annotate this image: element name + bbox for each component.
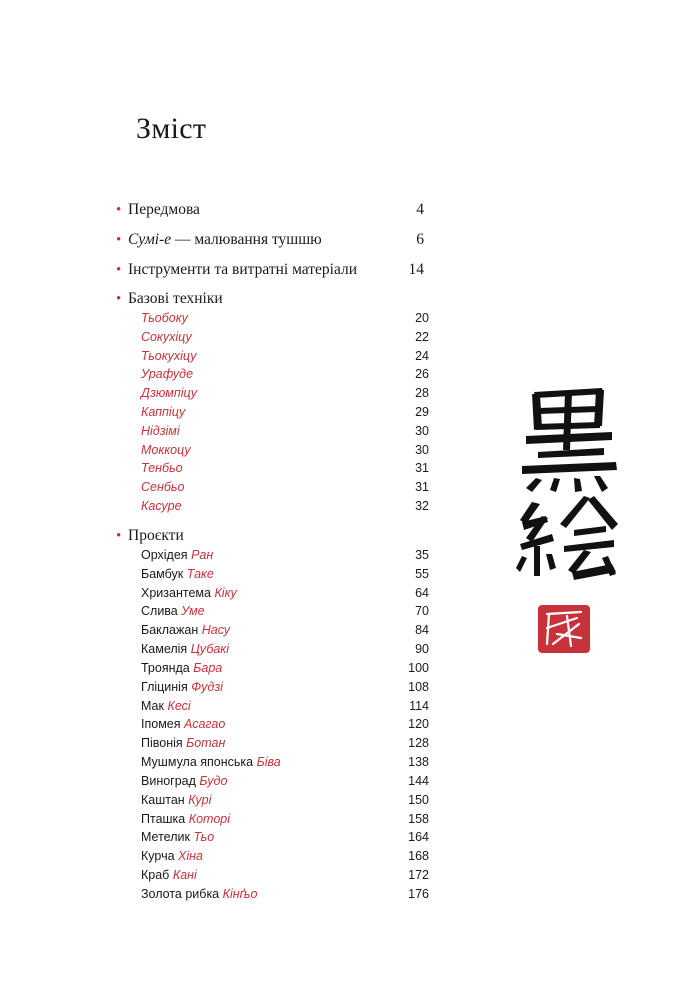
project-name-ukrainian: Золота рибка xyxy=(141,886,220,901)
toc-technique-item[interactable] xyxy=(141,366,429,382)
project-name-japanese: Которі xyxy=(188,811,231,826)
project-name-ukrainian: Каштан xyxy=(141,792,185,807)
toc-project-item[interactable] xyxy=(141,773,429,789)
toc-technique-item[interactable] xyxy=(141,442,429,458)
toc-entry-page: 150 xyxy=(408,792,429,807)
project-name-ukrainian: Хризантема xyxy=(141,585,211,600)
project-name-japanese: Кінґьо xyxy=(222,886,258,901)
bullet-icon: • xyxy=(116,528,122,544)
project-name-japanese: Кіку xyxy=(214,585,237,600)
project-name xyxy=(141,661,222,675)
project-name-ukrainian: Пташка xyxy=(141,811,186,826)
project-name xyxy=(141,567,214,581)
project-name-ukrainian: Курча xyxy=(141,849,175,864)
bullet-icon: • xyxy=(116,202,122,218)
toc-project-item[interactable] xyxy=(141,622,429,638)
toc-project-item[interactable] xyxy=(141,660,429,676)
toc-entry-page: 164 xyxy=(408,830,429,845)
technique-name: Тьобоку xyxy=(141,311,188,325)
project-name-ukrainian: Слива xyxy=(141,604,178,619)
toc-project-item[interactable] xyxy=(141,585,429,601)
project-name-ukrainian: Іпомея xyxy=(141,717,181,732)
toc-project-item[interactable] xyxy=(141,792,429,808)
toc-entry-page: 24 xyxy=(415,348,429,363)
technique-name: Моккоцу xyxy=(141,442,191,457)
toc-section-label: Базові техніки xyxy=(128,290,223,307)
project-name xyxy=(141,868,197,882)
project-name-japanese: Ботан xyxy=(186,736,226,751)
toc-project-item[interactable] xyxy=(141,886,429,902)
toc-entry-page: 176 xyxy=(408,886,429,901)
toc-section-label: Проєкти xyxy=(128,527,184,544)
project-name-japanese: Курі xyxy=(188,792,212,807)
toc-technique-item[interactable] xyxy=(141,385,429,401)
project-name-ukrainian: Баклажан xyxy=(141,623,199,638)
project-name-ukrainian: Метелик xyxy=(141,830,190,845)
toc-project-item[interactable] xyxy=(141,716,429,732)
project-name xyxy=(141,680,223,694)
toc-entry-page: 29 xyxy=(415,405,429,419)
toc-entry-page: 35 xyxy=(415,548,429,562)
project-name xyxy=(141,699,191,713)
project-name-ukrainian: Троянда xyxy=(141,660,190,675)
red-seal-stamp xyxy=(537,604,591,654)
toc-project-item[interactable] xyxy=(141,811,429,827)
project-name-japanese: Тьо xyxy=(193,830,215,845)
project-name-japanese: Таке xyxy=(186,566,214,581)
toc-project-item[interactable] xyxy=(141,735,429,751)
project-name-japanese: Ран xyxy=(191,548,214,562)
toc-project-item[interactable] xyxy=(141,829,429,845)
toc-entry-label: Передмова xyxy=(128,201,200,218)
technique-name: Нідзімі xyxy=(141,423,180,438)
toc-entry-page: 6 xyxy=(416,231,424,248)
project-name-ukrainian: Півонія xyxy=(141,736,183,751)
toc-project-item[interactable] xyxy=(141,547,429,563)
toc-entry-page: 4 xyxy=(416,201,424,218)
toc-entry-page: 84 xyxy=(415,623,429,638)
toc-project-item[interactable] xyxy=(141,754,429,770)
bullet-icon: • xyxy=(116,291,122,307)
toc-entry-page: 14 xyxy=(408,261,424,278)
project-name-japanese: Кесі xyxy=(167,698,191,713)
toc-entry-page: 31 xyxy=(415,480,429,495)
project-name xyxy=(141,755,281,769)
toc-entry-page: 168 xyxy=(408,849,429,864)
toc-entry-page: 70 xyxy=(415,604,429,619)
toc-entry-page: 28 xyxy=(415,386,429,401)
toc-entry-label-rest: — малювання тушшю xyxy=(171,231,322,248)
project-name xyxy=(141,548,213,562)
toc-entry-page: 172 xyxy=(408,868,429,883)
toc-technique-item[interactable] xyxy=(141,329,429,345)
toc-technique-item[interactable] xyxy=(141,498,429,514)
toc-entry-page: 31 xyxy=(415,461,429,476)
technique-name: Сенбьо xyxy=(141,480,185,495)
toc-technique-item[interactable] xyxy=(141,479,429,495)
page-title: Зміст xyxy=(136,112,207,145)
toc-technique-item[interactable] xyxy=(141,310,429,326)
toc-entry-page: 55 xyxy=(415,566,429,581)
project-name xyxy=(141,774,227,788)
toc-entry-page: 20 xyxy=(415,311,429,325)
project-name xyxy=(141,586,237,600)
project-name-japanese: Уме xyxy=(181,604,205,619)
toc-project-item[interactable] xyxy=(141,848,429,864)
technique-name: Сокухіцу xyxy=(141,329,192,344)
toc-technique-item[interactable] xyxy=(141,423,429,439)
project-name xyxy=(141,642,229,656)
toc-technique-item[interactable] xyxy=(141,404,429,420)
project-name-ukrainian: Виноград xyxy=(141,773,196,788)
project-name-ukrainian: Камелія xyxy=(141,642,188,657)
technique-name: Тьокухіцу xyxy=(141,348,197,363)
toc-entry-label-italic: Сумі-е xyxy=(128,231,172,248)
project-name xyxy=(141,717,225,731)
project-name-japanese: Хіна xyxy=(178,849,203,864)
project-name-japanese: Цубакі xyxy=(190,642,229,657)
toc-entry-page: 114 xyxy=(409,698,429,713)
project-name xyxy=(141,793,211,807)
project-name-japanese: Будо xyxy=(199,773,228,788)
toc-entry-page: 64 xyxy=(415,585,429,600)
project-name-ukrainian: Гліцинія xyxy=(141,679,188,694)
toc-entry-page: 32 xyxy=(415,499,429,513)
project-name xyxy=(141,849,203,863)
toc-entry-page: 128 xyxy=(408,736,429,751)
toc-technique-item[interactable] xyxy=(141,460,429,476)
project-name xyxy=(141,887,257,901)
technique-name: Урафуде xyxy=(141,367,194,382)
technique-name: Каппіцу xyxy=(141,405,186,419)
toc-entry-page: 26 xyxy=(415,367,429,382)
toc-entry-page: 22 xyxy=(415,329,429,344)
toc-technique-item[interactable] xyxy=(141,348,429,364)
toc-project-item[interactable] xyxy=(141,698,429,714)
project-name-ukrainian: Бамбук xyxy=(141,566,184,581)
toc-entry-page: 30 xyxy=(415,423,429,438)
toc-entry-page: 120 xyxy=(408,717,429,732)
project-name xyxy=(141,830,214,844)
bullet-icon: • xyxy=(116,232,122,248)
technique-name: Касуре xyxy=(141,499,182,513)
technique-name: Тенбьо xyxy=(141,461,183,476)
project-name xyxy=(141,736,225,750)
technique-name: Дзюмпіцу xyxy=(141,386,198,401)
project-name xyxy=(141,604,205,618)
project-name-japanese: Бара xyxy=(193,660,223,675)
toc-entry-page: 138 xyxy=(408,755,429,770)
toc-entry-label: Інструменти та витратні матеріали xyxy=(128,261,358,278)
project-name-japanese: Насу xyxy=(201,623,231,638)
toc-entry-page: 90 xyxy=(415,642,429,657)
toc-project-item[interactable] xyxy=(141,679,429,695)
project-name-japanese: Кані xyxy=(172,868,197,883)
project-name-japanese: Біва xyxy=(256,755,281,770)
toc-entry-page: 158 xyxy=(408,811,429,826)
toc-project-item[interactable] xyxy=(141,867,429,883)
toc-project-item[interactable] xyxy=(141,603,429,619)
toc-entry-label xyxy=(128,230,322,250)
project-name-ukrainian: Мушмула японська xyxy=(141,755,254,770)
toc-project-item[interactable] xyxy=(141,641,429,657)
project-name-japanese: Фудзі xyxy=(191,679,223,694)
project-name-ukrainian: Орхідея xyxy=(141,548,188,562)
toc-entry-page: 30 xyxy=(415,442,429,457)
toc-project-item[interactable] xyxy=(141,566,429,582)
project-name-japanese: Асагао xyxy=(184,717,226,732)
project-name xyxy=(141,623,230,637)
toc-entry-page: 144 xyxy=(408,773,429,788)
toc-entry-page: 108 xyxy=(408,679,429,694)
project-name xyxy=(141,812,230,826)
project-name-ukrainian: Краб xyxy=(141,868,170,883)
toc-entry-page: 100 xyxy=(408,660,429,675)
calligraphy-sumi-e xyxy=(512,384,624,584)
bullet-icon: • xyxy=(116,262,122,278)
project-name-ukrainian: Мак xyxy=(141,698,164,713)
